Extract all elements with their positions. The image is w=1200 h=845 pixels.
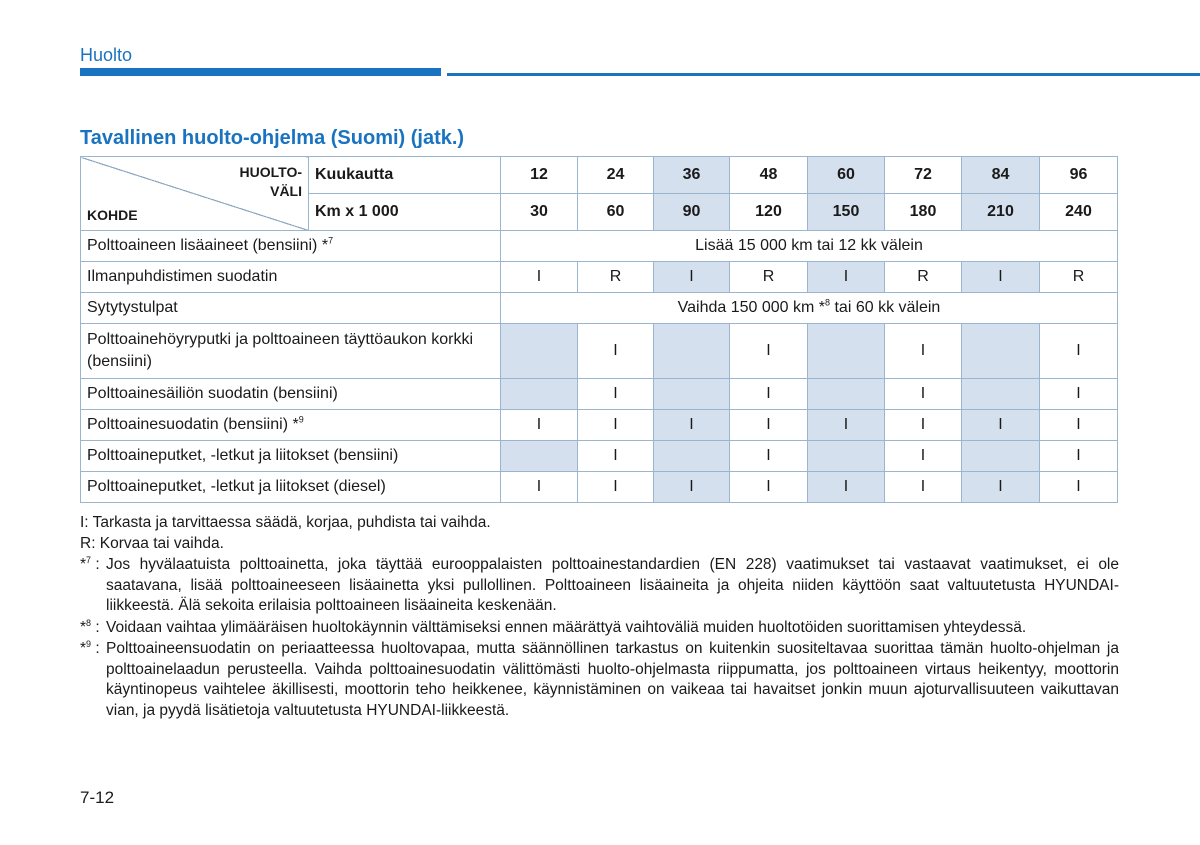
table-corner-cell: [81, 157, 309, 231]
km-header: 150: [808, 194, 885, 231]
schedule-cell: I: [654, 410, 730, 441]
schedule-cell: I: [730, 441, 808, 472]
schedule-cell: I: [962, 410, 1040, 441]
schedule-cell: [654, 324, 730, 379]
month-header: 72: [885, 157, 962, 194]
month-header: 60: [808, 157, 885, 194]
schedule-cell: I: [578, 324, 654, 379]
footnote-asterisk: *: [292, 416, 299, 433]
month-header: 84: [962, 157, 1040, 194]
header-rule-thick: [80, 68, 441, 76]
schedule-cell: [654, 441, 730, 472]
schedule-cell: I: [654, 472, 730, 503]
section-title: Huolto: [80, 45, 133, 65]
table-row: [81, 410, 1118, 441]
schedule-cell: [962, 324, 1040, 379]
footnote-asterisk: *: [321, 237, 329, 254]
schedule-cell: I: [1040, 410, 1118, 441]
schedule-cell: I: [501, 262, 578, 293]
table-row: [81, 262, 1118, 293]
schedule-cell: I: [578, 379, 654, 410]
month-header: 96: [1040, 157, 1118, 194]
schedule-cell: [501, 441, 578, 472]
schedule-cell: I: [578, 410, 654, 441]
schedule-cell: I: [885, 441, 962, 472]
service-item-label: [81, 231, 501, 262]
month-header: 24: [578, 157, 654, 194]
schedule-cell: I: [654, 262, 730, 293]
table-row: [81, 231, 1118, 262]
table-row: [81, 293, 1118, 324]
footnote-ref: 7: [328, 235, 334, 246]
footnote-text: Voidaan vaihtaa ylimääräisen huoltokäynnin välttämiseksi ennen määrättyä vaihtoväliä muiden huoltotöiden suorittamisen yhteydessä.: [106, 618, 1027, 636]
schedule-cell: R: [885, 262, 962, 293]
schedule-cell: [808, 379, 885, 410]
footnote-ref: 8: [825, 297, 831, 308]
schedule-cell: I: [808, 410, 885, 441]
footnote-asterisk: *: [814, 299, 826, 316]
km-label: Km x 1 000: [309, 194, 501, 231]
schedule-cell: I: [885, 324, 962, 379]
service-item-label: [81, 324, 501, 379]
month-header: 36: [654, 157, 730, 194]
schedule-cell: I: [730, 324, 808, 379]
schedule-cell: I: [730, 410, 808, 441]
schedule-cell: [962, 441, 1040, 472]
month-header: 48: [730, 157, 808, 194]
schedule-cell: I: [808, 262, 885, 293]
footnote: [80, 618, 1119, 639]
schedule-cell: R: [578, 262, 654, 293]
interval-text: tai 60 kk välein: [834, 299, 941, 316]
service-item-label: [81, 441, 501, 472]
table-row: [81, 379, 1118, 410]
schedule-cell: I: [885, 379, 962, 410]
schedule-cell: I: [501, 410, 578, 441]
service-item-text: Polttoainesuodatin (bensiini): [87, 416, 289, 433]
table-row: [81, 441, 1118, 472]
schedule-cell: I: [1040, 472, 1118, 503]
header-rule-thin: [447, 73, 1200, 76]
corner-label-line2: VÄLI: [270, 183, 302, 199]
page-number: 7-12: [80, 788, 115, 807]
schedule-cell: I: [885, 472, 962, 503]
schedule-cell: [808, 441, 885, 472]
service-item-text: Polttoainesäiliön suodatin (bensiini): [87, 385, 338, 402]
schedule-cell: R: [1040, 262, 1118, 293]
schedule-cell: I: [962, 472, 1040, 503]
footnotes: [80, 555, 1119, 721]
schedule-cell: [654, 379, 730, 410]
service-item-text: Polttoaineputket, -letkut ja liitokset (diesel): [87, 478, 386, 495]
schedule-cell: [501, 324, 578, 379]
schedule-cell: I: [962, 262, 1040, 293]
interval-text: Vaihda 150 000 km: [677, 299, 815, 316]
interval-span-cell: [501, 293, 1118, 324]
schedule-cell: I: [578, 441, 654, 472]
schedule-cell: I: [730, 472, 808, 503]
corner-label-interval: [240, 163, 302, 201]
km-header: 120: [730, 194, 808, 231]
service-item-text: Ilmanpuhdistimen suodatin: [87, 268, 278, 285]
schedule-cell: I: [730, 379, 808, 410]
service-item-text: Sytytystulpat: [87, 299, 178, 316]
km-header: 90: [654, 194, 730, 231]
footnote-mark: *$^8$ :: [80, 617, 100, 636]
footnote-mark: *$^9$ :: [80, 638, 100, 657]
footnote-text: Jos hyvälaatuista polttoainetta, joka täyttää eurooppalaisten polttoainestandardien (EN 228) vaatimukset tai vastaavat vaatimukset, ei ole saatavana, lisää polttoaineeseen lisäainetta yksi pullollinen. Polttoaineen lisäaineita ja ohjeita niiden käyttöön saat valtuutetusta HYUNDAI-liikkeestä. Älä sekoita erilaisia polttoaineen lisäaineita keskenään.: [106, 556, 1119, 614]
footnote-ref: 9: [298, 414, 304, 425]
service-item-label: [81, 379, 501, 410]
km-header: 210: [962, 194, 1040, 231]
footnote: [80, 555, 1119, 617]
month-header: 12: [501, 157, 578, 194]
schedule-cell: [808, 324, 885, 379]
schedule-cell: I: [1040, 379, 1118, 410]
schedule-cell: I: [1040, 441, 1118, 472]
schedule-cell: I: [885, 410, 962, 441]
months-label: Kuukautta: [309, 157, 501, 194]
page-title: Tavallinen huolto-ohjelma (Suomi) (jatk.): [80, 127, 465, 149]
corner-label-line1: HUOLTO-: [239, 164, 302, 180]
legend-inspect: I: Tarkasta ja tarvittaessa säädä, korjaa, puhdista tai vaihda.: [80, 514, 491, 531]
km-header: 180: [885, 194, 962, 231]
schedule-cell: I: [1040, 324, 1118, 379]
service-item-label: [81, 410, 501, 441]
schedule-cell: [501, 379, 578, 410]
legend-replace: R: Korvaa tai vaihda.: [80, 534, 224, 552]
notes-section: [80, 513, 1119, 721]
maintenance-schedule-table: [80, 156, 1118, 503]
km-header: 240: [1040, 194, 1118, 231]
service-item-text: Polttoaineen lisäaineet (bensiini): [87, 237, 318, 254]
interval-span-cell: Lisää 15 000 km tai 12 kk välein: [501, 231, 1118, 262]
schedule-cell: [962, 379, 1040, 410]
footnote-text: Polttoaineensuodatin on periaatteessa huoltovapaa, mutta säännöllinen tarkastus on kuitenkin suositeltavaa suorittaa tämän huolto-ohjelman ja polttoainelaadun perusteella. Vaihda polttoainesuodatin välittömästi huolto-ohjelmasta riippumatta, jos polttoaineen virtaus heikentyy, moottorin käyntinopeus vaihtelee äkillisesti, moottorin teho heikkenee, käynnistäminen on vaikeaa tai havaitset jonkin muun ajoturvallisuuteen vaikuttavan vian, ja pyydä lisätietoja valtuutetusta HYUNDAI-liikkeestä.: [106, 640, 1119, 719]
footnote-mark: *$^7$ :: [80, 554, 100, 573]
header-row-months: [81, 157, 1118, 194]
km-header: 60: [578, 194, 654, 231]
corner-label-item: KOHDE: [87, 207, 138, 223]
service-item-text: Polttoainehöyryputki ja polttoaineen täyttöaukon korkki (bensiini): [87, 331, 474, 370]
schedule-cell: R: [730, 262, 808, 293]
schedule-cell: I: [808, 472, 885, 503]
schedule-cell: I: [578, 472, 654, 503]
table-row: [81, 324, 1118, 379]
service-item-text: Polttoaineputket, -letkut ja liitokset (bensiini): [87, 447, 399, 464]
service-item-label: [81, 472, 501, 503]
footnote: [80, 639, 1119, 721]
table-row: [81, 472, 1118, 503]
service-item-label: [81, 293, 501, 324]
schedule-cell: I: [501, 472, 578, 503]
km-header: 30: [501, 194, 578, 231]
schedule-body: [81, 231, 1118, 503]
service-item-label: [81, 262, 501, 293]
